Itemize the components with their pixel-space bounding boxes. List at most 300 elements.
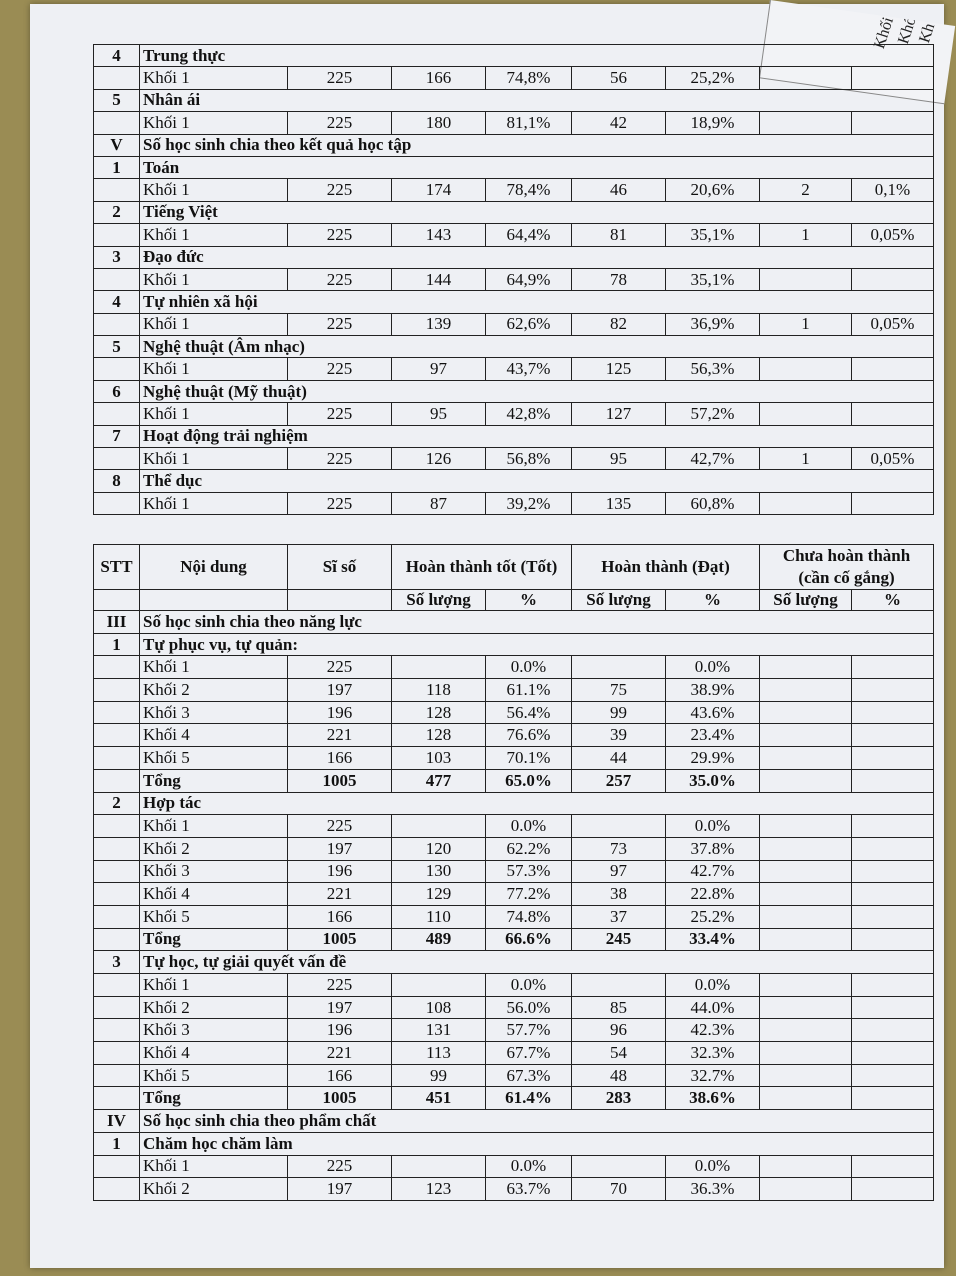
dat-percent-cell: 25,2% xyxy=(666,67,760,89)
subheader-dat-pct: % xyxy=(666,590,760,611)
si-so-cell: 225 xyxy=(288,67,392,89)
tot-count-cell: 129 xyxy=(392,883,486,906)
tot-percent-cell: 81,1% xyxy=(486,112,572,134)
chua-count-cell xyxy=(760,996,852,1019)
si-so-cell: 196 xyxy=(288,860,392,883)
section-number: 4 xyxy=(94,291,140,313)
dat-percent-cell: 23.4% xyxy=(666,724,760,747)
chua-count-cell xyxy=(760,701,852,724)
table-row xyxy=(94,1042,934,1065)
chua-count-cell xyxy=(760,747,852,770)
tot-percent-cell: 67.7% xyxy=(486,1042,572,1065)
chua-percent-cell xyxy=(852,403,934,425)
dat-percent-cell: 44.0% xyxy=(666,996,760,1019)
table-row xyxy=(94,701,934,724)
grade-label: Tổng xyxy=(140,769,288,792)
chua-percent-cell xyxy=(852,656,934,679)
header-can-co-gang: (cần cố gắng) xyxy=(760,567,934,590)
corner-text-3: Kh xyxy=(916,21,939,46)
tot-percent-cell: 0.0% xyxy=(486,656,572,679)
section-title: Tự nhiên xã hội xyxy=(140,291,934,313)
stt-cell xyxy=(94,403,140,425)
stt-cell xyxy=(94,883,140,906)
dat-percent-cell: 18,9% xyxy=(666,112,760,134)
chua-count-cell xyxy=(760,1019,852,1042)
section-number: 3 xyxy=(94,246,140,268)
table-row xyxy=(94,313,934,335)
grade-label: Khối 3 xyxy=(140,860,288,883)
tot-percent-cell: 64,4% xyxy=(486,224,572,246)
tot-percent-cell: 0.0% xyxy=(486,1155,572,1178)
table-row xyxy=(94,112,934,134)
tot-count-cell: 103 xyxy=(392,747,486,770)
table-row xyxy=(94,996,934,1019)
chua-percent-cell xyxy=(852,974,934,997)
chua-count-cell xyxy=(760,1178,852,1201)
section-row xyxy=(94,336,934,358)
chua-count-cell xyxy=(760,112,852,134)
dat-percent-cell: 57,2% xyxy=(666,403,760,425)
dat-percent-cell: 42.7% xyxy=(666,860,760,883)
section-number: 4 xyxy=(94,45,140,67)
chua-percent-cell xyxy=(852,679,934,702)
tot-count-cell: 99 xyxy=(392,1064,486,1087)
chua-percent-cell xyxy=(852,1064,934,1087)
si-so-cell: 197 xyxy=(288,679,392,702)
si-so-cell: 197 xyxy=(288,1178,392,1201)
section-title: Tự học, tự giải quyết vấn đề xyxy=(140,951,934,974)
table-row xyxy=(94,724,934,747)
section-row xyxy=(94,89,934,111)
grade-label: Khối 1 xyxy=(140,492,288,514)
tot-percent-cell: 43,7% xyxy=(486,358,572,380)
stt-cell xyxy=(94,492,140,514)
chua-count-cell xyxy=(760,268,852,290)
chua-count-cell xyxy=(760,724,852,747)
si-so-cell: 197 xyxy=(288,837,392,860)
si-so-cell: 1005 xyxy=(288,1087,392,1110)
si-so-cell: 196 xyxy=(288,1019,392,1042)
dat-count-cell xyxy=(572,1155,666,1178)
table-row xyxy=(94,974,934,997)
section-title: Nhân ái xyxy=(140,89,934,111)
dat-percent-cell: 20,6% xyxy=(666,179,760,201)
si-so-cell: 225 xyxy=(288,656,392,679)
subheader-chua-pct: % xyxy=(852,590,934,611)
tot-percent-cell: 62,6% xyxy=(486,313,572,335)
chua-count-cell xyxy=(760,837,852,860)
tot-count-cell xyxy=(392,974,486,997)
table-row xyxy=(94,448,934,470)
dat-count-cell: 95 xyxy=(572,448,666,470)
si-so-cell: 225 xyxy=(288,815,392,838)
chua-count-cell xyxy=(760,403,852,425)
grade-label: Khối 1 xyxy=(140,1155,288,1178)
stt-cell xyxy=(94,1042,140,1065)
si-so-cell: 166 xyxy=(288,905,392,928)
stt-cell xyxy=(94,701,140,724)
tot-count-cell: 120 xyxy=(392,837,486,860)
dat-percent-cell: 42.3% xyxy=(666,1019,760,1042)
dat-percent-cell: 22.8% xyxy=(666,883,760,906)
grade-label: Tổng xyxy=(140,928,288,951)
section-number: 3 xyxy=(94,951,140,974)
dat-count-cell: 78 xyxy=(572,268,666,290)
header-hoan-thanh-tot: Hoàn thành tốt (Tốt) xyxy=(392,545,572,590)
si-so-cell: 166 xyxy=(288,1064,392,1087)
tot-count-cell: 180 xyxy=(392,112,486,134)
section-number: 1 xyxy=(94,1132,140,1155)
chua-count-cell xyxy=(760,815,852,838)
dat-percent-cell: 32.3% xyxy=(666,1042,760,1065)
dat-percent-cell: 36.3% xyxy=(666,1178,760,1201)
tot-percent-cell: 0.0% xyxy=(486,974,572,997)
tot-percent-cell: 62.2% xyxy=(486,837,572,860)
tot-count-cell: 123 xyxy=(392,1178,486,1201)
tot-count-cell: 174 xyxy=(392,179,486,201)
table-row xyxy=(94,268,934,290)
table-row xyxy=(94,67,934,89)
dat-percent-cell: 38.9% xyxy=(666,679,760,702)
grade-label: Khối 1 xyxy=(140,224,288,246)
stt-cell xyxy=(94,358,140,380)
section-title: Số học sinh chia theo năng lực xyxy=(140,611,934,634)
dat-count-cell: 48 xyxy=(572,1064,666,1087)
tot-percent-cell: 61.1% xyxy=(486,679,572,702)
dat-count-cell: 135 xyxy=(572,492,666,514)
section-row xyxy=(94,45,934,67)
si-so-cell: 225 xyxy=(288,358,392,380)
tot-count-cell xyxy=(392,815,486,838)
chua-percent-cell xyxy=(852,724,934,747)
tot-count-cell: 108 xyxy=(392,996,486,1019)
chua-percent-cell: 0,1% xyxy=(852,179,934,201)
section-title: Tiếng Việt xyxy=(140,201,934,223)
dat-count-cell: 42 xyxy=(572,112,666,134)
tot-percent-cell: 66.6% xyxy=(486,928,572,951)
tot-percent-cell: 64,9% xyxy=(486,268,572,290)
stt-cell xyxy=(94,1019,140,1042)
total-row xyxy=(94,769,934,792)
section-number: 1 xyxy=(94,156,140,178)
grade-label: Khối 1 xyxy=(140,448,288,470)
chua-percent-cell xyxy=(852,1178,934,1201)
tot-percent-cell: 65.0% xyxy=(486,769,572,792)
dat-count-cell: 96 xyxy=(572,1019,666,1042)
grade-label: Khối 1 xyxy=(140,974,288,997)
chua-percent-cell: 0,05% xyxy=(852,224,934,246)
si-so-cell: 225 xyxy=(288,268,392,290)
si-so-cell: 221 xyxy=(288,883,392,906)
chua-count-cell xyxy=(760,928,852,951)
tot-count-cell: 97 xyxy=(392,358,486,380)
chua-count-cell xyxy=(760,883,852,906)
dat-percent-cell: 25.2% xyxy=(666,905,760,928)
header-noi-dung: Nội dung xyxy=(140,545,288,590)
section-row xyxy=(94,201,934,223)
stt-cell xyxy=(94,928,140,951)
grade-label: Khối 1 xyxy=(140,112,288,134)
table-row xyxy=(94,883,934,906)
si-so-cell: 197 xyxy=(288,996,392,1019)
chua-count-cell: 1 xyxy=(760,448,852,470)
stt-cell xyxy=(94,860,140,883)
tot-percent-cell: 70.1% xyxy=(486,747,572,770)
stt-cell xyxy=(94,996,140,1019)
section-row xyxy=(94,246,934,268)
chua-percent-cell xyxy=(852,905,934,928)
table-row xyxy=(94,656,934,679)
section-row xyxy=(94,291,934,313)
dat-percent-cell: 0.0% xyxy=(666,1155,760,1178)
chua-percent-cell xyxy=(852,883,934,906)
si-so-cell: 225 xyxy=(288,403,392,425)
table-row xyxy=(94,837,934,860)
section-number: 2 xyxy=(94,201,140,223)
chua-count-cell xyxy=(760,1155,852,1178)
stt-cell xyxy=(94,815,140,838)
dat-percent-cell: 38.6% xyxy=(666,1087,760,1110)
si-so-cell: 225 xyxy=(288,492,392,514)
grade-label: Khối 2 xyxy=(140,679,288,702)
grade-label: Khối 1 xyxy=(140,179,288,201)
subheader-tot-so-luong: Số lượng xyxy=(392,590,486,611)
section-number: 1 xyxy=(94,633,140,656)
section-row xyxy=(94,425,934,447)
grade-label: Khối 5 xyxy=(140,747,288,770)
tot-count-cell: 451 xyxy=(392,1087,486,1110)
section-row xyxy=(94,951,934,974)
chua-percent-cell xyxy=(852,860,934,883)
section-title: Hợp tác xyxy=(140,792,934,815)
table-row xyxy=(94,679,934,702)
grade-label: Khối 1 xyxy=(140,403,288,425)
tot-percent-cell: 39,2% xyxy=(486,492,572,514)
grade-label: Khối 1 xyxy=(140,268,288,290)
si-so-cell: 225 xyxy=(288,112,392,134)
header-si-so: Sĩ số xyxy=(288,545,392,590)
tot-percent-cell: 56,8% xyxy=(486,448,572,470)
table-row xyxy=(94,403,934,425)
dat-count-cell: 97 xyxy=(572,860,666,883)
chua-count-cell: 2 xyxy=(760,179,852,201)
tot-percent-cell: 74,8% xyxy=(486,67,572,89)
chua-percent-cell xyxy=(852,1155,934,1178)
tot-percent-cell: 42,8% xyxy=(486,403,572,425)
chua-count-cell xyxy=(760,860,852,883)
chua-percent-cell xyxy=(852,747,934,770)
chua-count-cell xyxy=(760,769,852,792)
table-row xyxy=(94,1019,934,1042)
tot-count-cell: 128 xyxy=(392,724,486,747)
stt-cell xyxy=(94,179,140,201)
dat-count-cell: 44 xyxy=(572,747,666,770)
stt-cell xyxy=(94,268,140,290)
dat-percent-cell: 0.0% xyxy=(666,974,760,997)
chua-count-cell xyxy=(760,974,852,997)
stt-cell xyxy=(94,1087,140,1110)
section-number: 5 xyxy=(94,336,140,358)
grade-label: Khối 1 xyxy=(140,815,288,838)
tot-count-cell xyxy=(392,1155,486,1178)
dat-percent-cell: 35.0% xyxy=(666,769,760,792)
grade-label: Khối 1 xyxy=(140,358,288,380)
tot-count-cell: 166 xyxy=(392,67,486,89)
grade-label: Khối 2 xyxy=(140,996,288,1019)
chua-count-cell: 1 xyxy=(760,224,852,246)
chua-count-cell xyxy=(760,492,852,514)
grade-label: Khối 2 xyxy=(140,1178,288,1201)
section-row xyxy=(94,156,934,178)
stt-cell xyxy=(94,67,140,89)
tot-percent-cell: 56.4% xyxy=(486,701,572,724)
tot-percent-cell: 76.6% xyxy=(486,724,572,747)
chua-percent-cell: 0,05% xyxy=(852,448,934,470)
chua-percent-cell xyxy=(852,1019,934,1042)
tot-count-cell: 144 xyxy=(392,268,486,290)
grade-label: Tổng xyxy=(140,1087,288,1110)
dat-count-cell: 38 xyxy=(572,883,666,906)
chua-count-cell xyxy=(760,1042,852,1065)
section-row xyxy=(94,792,934,815)
dat-percent-cell: 35,1% xyxy=(666,224,760,246)
chua-percent-cell xyxy=(852,996,934,1019)
section-title: Số học sinh chia theo phẩm chất xyxy=(140,1110,934,1133)
section-number: 7 xyxy=(94,425,140,447)
corner-text-1: Khối 3 xyxy=(870,3,901,51)
tot-count-cell: 110 xyxy=(392,905,486,928)
table-row xyxy=(94,1155,934,1178)
section-number: 2 xyxy=(94,792,140,815)
tot-count-cell: 95 xyxy=(392,403,486,425)
dat-count-cell: 99 xyxy=(572,701,666,724)
stt-cell xyxy=(94,724,140,747)
stt-cell xyxy=(94,679,140,702)
grade-label: Khối 3 xyxy=(140,1019,288,1042)
tot-count-cell xyxy=(392,656,486,679)
stt-cell xyxy=(94,1178,140,1201)
table-row xyxy=(94,1064,934,1087)
grade-label: Khối 2 xyxy=(140,837,288,860)
section-number: IV xyxy=(94,1110,140,1133)
dat-count-cell: 56 xyxy=(572,67,666,89)
section-row xyxy=(94,633,934,656)
section-number: 5 xyxy=(94,89,140,111)
stt-cell xyxy=(94,905,140,928)
dat-count-cell: 283 xyxy=(572,1087,666,1110)
dat-percent-cell: 35,1% xyxy=(666,268,760,290)
si-so-cell: 1005 xyxy=(288,769,392,792)
header-stt: STT xyxy=(94,545,140,590)
chua-percent-cell xyxy=(852,769,934,792)
chua-percent-cell: 0,05% xyxy=(852,313,934,335)
section-row xyxy=(94,134,934,156)
grade-label: Khối 4 xyxy=(140,1042,288,1065)
stt-cell xyxy=(94,769,140,792)
table-row xyxy=(94,1178,934,1201)
tot-count-cell: 113 xyxy=(392,1042,486,1065)
total-row xyxy=(94,1087,934,1110)
dat-count-cell: 73 xyxy=(572,837,666,860)
table-row xyxy=(94,358,934,380)
grade-label: Khối 1 xyxy=(140,67,288,89)
chua-count-cell: 1 xyxy=(760,313,852,335)
stt-cell xyxy=(94,1064,140,1087)
tot-count-cell: 126 xyxy=(392,448,486,470)
section-title: Số học sinh chia theo kết quả học tập xyxy=(140,134,934,156)
section-row xyxy=(94,1110,934,1133)
tot-count-cell: 477 xyxy=(392,769,486,792)
tot-count-cell: 118 xyxy=(392,679,486,702)
grade-label: Khối 1 xyxy=(140,313,288,335)
section-number: V xyxy=(94,134,140,156)
dat-percent-cell: 56,3% xyxy=(666,358,760,380)
table-row xyxy=(94,492,934,514)
section-number: 6 xyxy=(94,380,140,402)
stt-cell xyxy=(94,747,140,770)
table-row xyxy=(94,747,934,770)
tot-percent-cell: 78,4% xyxy=(486,179,572,201)
dat-count-cell: 245 xyxy=(572,928,666,951)
chua-percent-cell xyxy=(852,67,934,89)
dat-percent-cell: 37.8% xyxy=(666,837,760,860)
si-so-cell: 166 xyxy=(288,747,392,770)
chua-percent-cell xyxy=(852,112,934,134)
si-so-cell: 225 xyxy=(288,224,392,246)
stt-cell xyxy=(94,112,140,134)
stt-cell xyxy=(94,448,140,470)
dat-percent-cell: 0.0% xyxy=(666,656,760,679)
tot-percent-cell: 57.3% xyxy=(486,860,572,883)
header-chua-hoan-thanh: Chưa hoàn thành xyxy=(760,545,934,568)
chua-count-cell xyxy=(760,905,852,928)
chua-percent-cell xyxy=(852,701,934,724)
dat-count-cell: 125 xyxy=(572,358,666,380)
si-so-cell: 221 xyxy=(288,724,392,747)
subheader-chua-so-luong: Số lượng xyxy=(760,590,852,611)
stt-cell xyxy=(94,656,140,679)
dat-count-cell: 75 xyxy=(572,679,666,702)
si-so-cell: 225 xyxy=(288,448,392,470)
dat-count-cell xyxy=(572,974,666,997)
stt-cell xyxy=(94,1155,140,1178)
stt-cell xyxy=(94,313,140,335)
dat-percent-cell: 36,9% xyxy=(666,313,760,335)
table-subheader-row xyxy=(94,590,934,611)
table-row xyxy=(94,224,934,246)
chua-percent-cell xyxy=(852,358,934,380)
tot-percent-cell: 57.7% xyxy=(486,1019,572,1042)
grade-label: Khối 1 xyxy=(140,656,288,679)
table-row xyxy=(94,179,934,201)
chua-percent-cell xyxy=(852,1087,934,1110)
subheader-dat-so-luong: Số lượng xyxy=(572,590,666,611)
dat-count-cell: 127 xyxy=(572,403,666,425)
section-title: Tự phục vụ, tự quản: xyxy=(140,633,934,656)
total-row xyxy=(94,928,934,951)
tot-percent-cell: 67.3% xyxy=(486,1064,572,1087)
subheader-tot-pct: % xyxy=(486,590,572,611)
stt-cell xyxy=(94,224,140,246)
si-so-cell: 1005 xyxy=(288,928,392,951)
section-row xyxy=(94,380,934,402)
section-title: Thể dục xyxy=(140,470,934,492)
dat-count-cell xyxy=(572,656,666,679)
si-so-cell: 225 xyxy=(288,313,392,335)
si-so-cell: 221 xyxy=(288,1042,392,1065)
tot-percent-cell: 0.0% xyxy=(486,815,572,838)
chua-count-cell xyxy=(760,67,852,89)
